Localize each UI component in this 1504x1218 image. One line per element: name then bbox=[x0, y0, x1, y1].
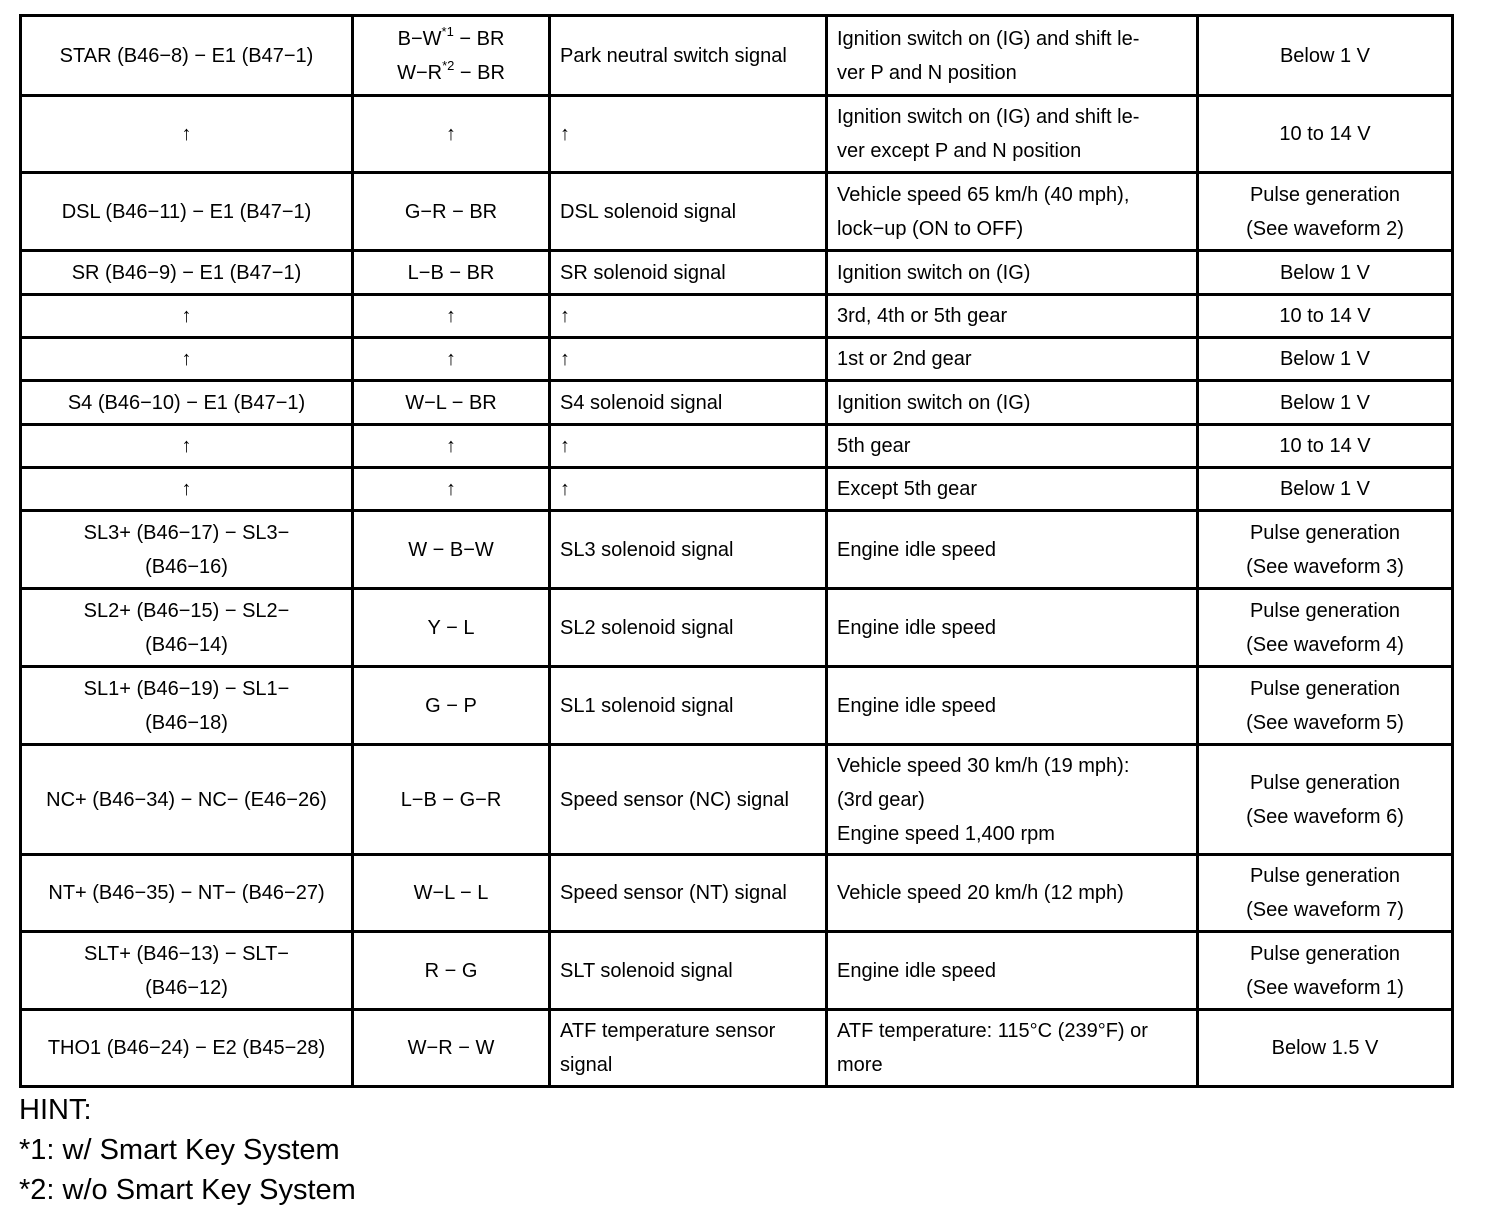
wiring-line bbox=[363, 117, 539, 151]
condition-cell-text: ver P and N position bbox=[837, 61, 1017, 84]
terminal-cell-text: (B46−18) bbox=[145, 711, 228, 734]
signal-cell-text: Speed sensor (NT) signal bbox=[560, 882, 787, 904]
spec-cell-text: Below 1 V bbox=[1279, 348, 1371, 370]
terminal-cell-text: THO1 (B46−24) − E2 (B45−28) bbox=[47, 1037, 326, 1059]
wiring-text: W−L − L bbox=[413, 882, 489, 904]
signal-cell bbox=[550, 338, 827, 381]
table-row bbox=[21, 381, 1453, 425]
spec-cell-text: Below 1 V bbox=[1279, 44, 1371, 67]
table-row bbox=[21, 932, 1453, 1010]
terminal-cell-text: (B46−16) bbox=[145, 555, 228, 578]
spec-cell bbox=[1198, 295, 1453, 338]
wiring-cell bbox=[353, 16, 550, 96]
spec-cell bbox=[1198, 589, 1453, 667]
wiring-text: G−R − BR bbox=[404, 200, 498, 223]
wiring-text: ↑ bbox=[446, 348, 456, 370]
spec-cell-text: Pulse generation bbox=[1249, 521, 1401, 544]
spec-cell bbox=[1198, 251, 1453, 295]
condition-cell bbox=[827, 932, 1198, 1010]
spec-cell-text: Below 1 V bbox=[1279, 261, 1371, 284]
wiring-line bbox=[363, 1031, 539, 1065]
terminal-cell-text: (B46−12) bbox=[145, 976, 228, 999]
spec-cell-text: 10 to 14 V bbox=[1279, 305, 1371, 327]
wiring-text: − BR bbox=[453, 27, 505, 50]
table-row bbox=[21, 855, 1453, 932]
table-row bbox=[21, 338, 1453, 381]
spec-cell bbox=[1198, 932, 1453, 1010]
wiring-line bbox=[363, 195, 539, 229]
wiring-cell bbox=[353, 932, 550, 1010]
terminal-cell bbox=[21, 251, 353, 295]
terminal-cell bbox=[21, 295, 353, 338]
spec-cell bbox=[1198, 468, 1453, 511]
spec-cell bbox=[1198, 381, 1453, 425]
signal-cell bbox=[550, 589, 827, 667]
terminal-cell bbox=[21, 745, 353, 855]
spec-cell-text: Pulse generation bbox=[1249, 865, 1401, 887]
signal-cell bbox=[550, 1010, 827, 1087]
condition-cell-text: Ignition switch on (IG) bbox=[837, 391, 1031, 414]
terminal-cell-text: DSL (B46−11) − E1 (B47−1) bbox=[61, 200, 312, 223]
condition-cell-text: Engine idle speed bbox=[837, 694, 997, 717]
wiring-line bbox=[363, 954, 539, 988]
wiring-text: W−L − BR bbox=[405, 391, 497, 414]
spec-cell bbox=[1198, 173, 1453, 251]
wiring-cell bbox=[353, 511, 550, 589]
condition-cell bbox=[827, 511, 1198, 589]
spec-cell-text: (See waveform 5) bbox=[1246, 711, 1404, 734]
wiring-line bbox=[363, 429, 539, 463]
wiring-cell bbox=[353, 381, 550, 425]
condition-cell bbox=[827, 1010, 1198, 1087]
signal-cell-text: ATF temperature sensor bbox=[560, 1020, 776, 1042]
spec-cell-text: Below 1.5 V bbox=[1271, 1037, 1379, 1059]
wiring-text: L−B − G−R bbox=[400, 788, 502, 811]
spec-cell-text: (See waveform 4) bbox=[1246, 633, 1404, 656]
condition-cell bbox=[827, 745, 1198, 855]
wiring-cell bbox=[353, 96, 550, 173]
signal-cell bbox=[550, 251, 827, 295]
signal-cell-text: SR solenoid signal bbox=[560, 261, 726, 284]
signal-cell-text: ↑ bbox=[560, 478, 570, 500]
signal-cell-text: SLT solenoid signal bbox=[560, 959, 733, 982]
spec-cell bbox=[1198, 338, 1453, 381]
condition-cell-text: ver except P and N position bbox=[837, 140, 1082, 162]
terminal-cell bbox=[21, 338, 353, 381]
table-row bbox=[21, 16, 1453, 96]
terminal-cell-text: NC+ (B46−34) − NC− (E46−26) bbox=[46, 788, 327, 811]
signal-cell bbox=[550, 16, 827, 96]
spec-cell-text: (See waveform 2) bbox=[1246, 217, 1404, 240]
spec-cell bbox=[1198, 96, 1453, 173]
condition-cell bbox=[827, 855, 1198, 932]
wiring-text: L−B − BR bbox=[407, 261, 495, 284]
table-row bbox=[21, 667, 1453, 745]
terminal-cell-text: STAR (B46−8) − E1 (B47−1) bbox=[59, 44, 314, 67]
spec-cell-text: (See waveform 1) bbox=[1246, 976, 1404, 999]
condition-cell-text: (3rd gear) bbox=[837, 788, 925, 811]
wiring-line bbox=[363, 256, 539, 290]
signal-cell-text: S4 solenoid signal bbox=[560, 391, 723, 414]
condition-cell-text: Engine idle speed bbox=[837, 538, 997, 561]
condition-cell-text: Engine idle speed bbox=[837, 959, 997, 982]
wiring-cell bbox=[353, 1010, 550, 1087]
wiring-cell bbox=[353, 589, 550, 667]
footnote-marker: *2 bbox=[442, 57, 455, 73]
wiring-line bbox=[363, 689, 539, 723]
signal-cell-text: ↑ bbox=[560, 305, 570, 327]
terminal-cell-text: ↑ bbox=[181, 435, 192, 457]
condition-cell bbox=[827, 295, 1198, 338]
condition-cell-text: Vehicle speed 20 km/h (12 mph) bbox=[837, 882, 1124, 904]
condition-cell bbox=[827, 667, 1198, 745]
condition-cell-text: lock−up (ON to OFF) bbox=[837, 217, 1024, 240]
condition-cell-text: 3rd, 4th or 5th gear bbox=[837, 305, 1008, 327]
signal-cell-text: SL3 solenoid signal bbox=[560, 538, 734, 561]
terminal-cell-text: ↑ bbox=[181, 123, 192, 145]
condition-cell-text: Ignition switch on (IG) and shift le- bbox=[837, 106, 1140, 128]
table-row bbox=[21, 425, 1453, 468]
wiring-text: ↑ bbox=[446, 305, 456, 327]
terminal-cell bbox=[21, 932, 353, 1010]
condition-cell-text: Vehicle speed 65 km/h (40 mph), bbox=[837, 183, 1130, 206]
condition-cell-text: ATF temperature: 115°C (239°F) or bbox=[837, 1020, 1148, 1042]
signal-cell bbox=[550, 468, 827, 511]
terminal-spec-table bbox=[19, 14, 1454, 1088]
spec-cell bbox=[1198, 511, 1453, 589]
table-row bbox=[21, 173, 1453, 251]
table-row bbox=[21, 745, 1453, 855]
signal-cell-text: ↑ bbox=[560, 435, 570, 457]
condition-cell bbox=[827, 251, 1198, 295]
spec-cell-text: Pulse generation bbox=[1249, 771, 1401, 794]
terminal-cell bbox=[21, 667, 353, 745]
wiring-text: G − P bbox=[425, 694, 477, 717]
condition-cell-text: Ignition switch on (IG) bbox=[837, 261, 1031, 284]
table-row bbox=[21, 295, 1453, 338]
wiring-line bbox=[363, 876, 539, 910]
hint-note-2: *2: w/o Smart Key System bbox=[19, 1174, 356, 1206]
wiring-text: R − G bbox=[424, 959, 478, 982]
condition-cell-text: Engine speed 1,400 rpm bbox=[837, 822, 1055, 845]
wiring-cell bbox=[353, 425, 550, 468]
hint-note-1: *1: w/ Smart Key System bbox=[19, 1134, 340, 1166]
terminal-cell bbox=[21, 425, 353, 468]
condition-cell bbox=[827, 16, 1198, 96]
signal-cell bbox=[550, 381, 827, 425]
wiring-line bbox=[363, 783, 539, 817]
spec-cell-text: Pulse generation bbox=[1249, 677, 1401, 700]
signal-cell bbox=[550, 855, 827, 932]
spec-cell-text: Below 1 V bbox=[1279, 478, 1371, 500]
wiring-cell bbox=[353, 295, 550, 338]
terminal-cell bbox=[21, 855, 353, 932]
spec-cell-text: Pulse generation bbox=[1249, 183, 1401, 206]
wiring-cell bbox=[353, 855, 550, 932]
wiring-cell bbox=[353, 338, 550, 381]
spec-cell bbox=[1198, 1010, 1453, 1087]
condition-cell bbox=[827, 338, 1198, 381]
spec-cell-text: Pulse generation bbox=[1249, 599, 1401, 622]
wiring-text: W − B−W bbox=[408, 538, 494, 561]
spec-cell bbox=[1198, 745, 1453, 855]
terminal-cell-text: (B46−14) bbox=[145, 633, 228, 656]
table-row bbox=[21, 468, 1453, 511]
footnote-marker: *1 bbox=[441, 23, 454, 39]
signal-cell-text: SL2 solenoid signal bbox=[560, 616, 734, 639]
table-body bbox=[21, 16, 1453, 1087]
wiring-cell bbox=[353, 745, 550, 855]
wiring-line bbox=[363, 611, 539, 645]
spec-cell-text: (See waveform 6) bbox=[1246, 805, 1404, 828]
spec-cell-text: 10 to 14 V bbox=[1279, 435, 1371, 457]
wiring-text: ↑ bbox=[446, 435, 456, 457]
signal-cell bbox=[550, 173, 827, 251]
spec-cell-text: (See waveform 3) bbox=[1246, 555, 1404, 578]
terminal-cell bbox=[21, 16, 353, 96]
wiring-text: ↑ bbox=[446, 478, 456, 500]
terminal-cell-text: SR (B46−9) − E1 (B47−1) bbox=[71, 261, 302, 284]
condition-cell-text: Except 5th gear bbox=[837, 478, 978, 500]
terminal-cell-text: SLT+ (B46−13) − SLT− bbox=[84, 942, 289, 965]
terminal-cell-text: S4 (B46−10) − E1 (B47−1) bbox=[67, 391, 306, 414]
signal-cell bbox=[550, 96, 827, 173]
wiring-line bbox=[363, 56, 539, 90]
terminal-cell bbox=[21, 96, 353, 173]
table-row bbox=[21, 1010, 1453, 1087]
hint-title: HINT: bbox=[19, 1094, 92, 1126]
signal-cell-text: DSL solenoid signal bbox=[560, 200, 737, 223]
wiring-cell bbox=[353, 667, 550, 745]
terminal-cell bbox=[21, 381, 353, 425]
terminal-cell-text: NT+ (B46−35) − NT− (B46−27) bbox=[48, 882, 325, 904]
wiring-text: W−R − W bbox=[407, 1037, 495, 1059]
condition-cell bbox=[827, 173, 1198, 251]
wiring-text: B−W bbox=[397, 27, 442, 50]
condition-cell-text: more bbox=[837, 1054, 883, 1076]
terminal-cell-text: SL3+ (B46−17) − SL3− bbox=[83, 521, 290, 544]
condition-cell bbox=[827, 468, 1198, 511]
signal-cell bbox=[550, 425, 827, 468]
wiring-cell bbox=[353, 251, 550, 295]
table-row bbox=[21, 511, 1453, 589]
terminal-cell bbox=[21, 511, 353, 589]
terminal-cell bbox=[21, 1010, 353, 1087]
wiring-text: Y − L bbox=[427, 616, 475, 639]
spec-cell bbox=[1198, 855, 1453, 932]
hint-section bbox=[19, 1090, 356, 1210]
wiring-line bbox=[363, 299, 539, 333]
condition-cell-text: Ignition switch on (IG) and shift le- bbox=[837, 27, 1140, 50]
wiring-line bbox=[363, 22, 539, 56]
wiring-line bbox=[363, 533, 539, 567]
terminal-cell bbox=[21, 173, 353, 251]
terminal-cell-text: ↑ bbox=[181, 348, 192, 370]
spec-cell bbox=[1198, 16, 1453, 96]
wiring-text: W−R bbox=[397, 61, 443, 84]
wiring-cell bbox=[353, 468, 550, 511]
table-row bbox=[21, 251, 1453, 295]
terminal-cell-text: ↑ bbox=[181, 305, 192, 327]
condition-cell-text: 1st or 2nd gear bbox=[837, 348, 972, 370]
condition-cell-text: Vehicle speed 30 km/h (19 mph): bbox=[837, 754, 1130, 777]
table-row bbox=[21, 96, 1453, 173]
signal-cell bbox=[550, 511, 827, 589]
wiring-text: ↑ bbox=[446, 123, 456, 145]
wiring-line bbox=[363, 342, 539, 376]
signal-cell-text: Park neutral switch signal bbox=[560, 44, 787, 67]
signal-cell-text: SL1 solenoid signal bbox=[560, 694, 734, 717]
signal-cell-text: ↑ bbox=[560, 348, 570, 370]
condition-cell bbox=[827, 381, 1198, 425]
terminal-cell bbox=[21, 589, 353, 667]
signal-cell-text: signal bbox=[560, 1054, 613, 1076]
terminal-cell-text: SL1+ (B46−19) − SL1− bbox=[83, 677, 290, 700]
wiring-text: − BR bbox=[454, 61, 505, 84]
spec-cell-text: 10 to 14 V bbox=[1279, 123, 1371, 145]
signal-cell bbox=[550, 295, 827, 338]
terminal-cell-text: ↑ bbox=[181, 478, 192, 500]
signal-cell-text: Speed sensor (NC) signal bbox=[560, 788, 789, 811]
signal-cell bbox=[550, 932, 827, 1010]
condition-cell bbox=[827, 425, 1198, 468]
terminal-cell-text: SL2+ (B46−15) − SL2− bbox=[83, 599, 290, 622]
wiring-line bbox=[363, 386, 539, 420]
spec-cell-text: Below 1 V bbox=[1279, 391, 1371, 414]
spec-cell-text: Pulse generation bbox=[1249, 942, 1401, 965]
wiring-line bbox=[363, 472, 539, 506]
condition-cell-text: Engine idle speed bbox=[837, 616, 997, 639]
condition-cell-text: 5th gear bbox=[837, 435, 911, 457]
signal-cell bbox=[550, 745, 827, 855]
table-row bbox=[21, 589, 1453, 667]
spec-cell-text: (See waveform 7) bbox=[1246, 899, 1404, 921]
signal-cell bbox=[550, 667, 827, 745]
condition-cell bbox=[827, 96, 1198, 173]
wiring-cell bbox=[353, 173, 550, 251]
spec-cell bbox=[1198, 425, 1453, 468]
signal-cell-text: ↑ bbox=[560, 123, 570, 145]
terminal-cell bbox=[21, 468, 353, 511]
spec-cell bbox=[1198, 667, 1453, 745]
condition-cell bbox=[827, 589, 1198, 667]
